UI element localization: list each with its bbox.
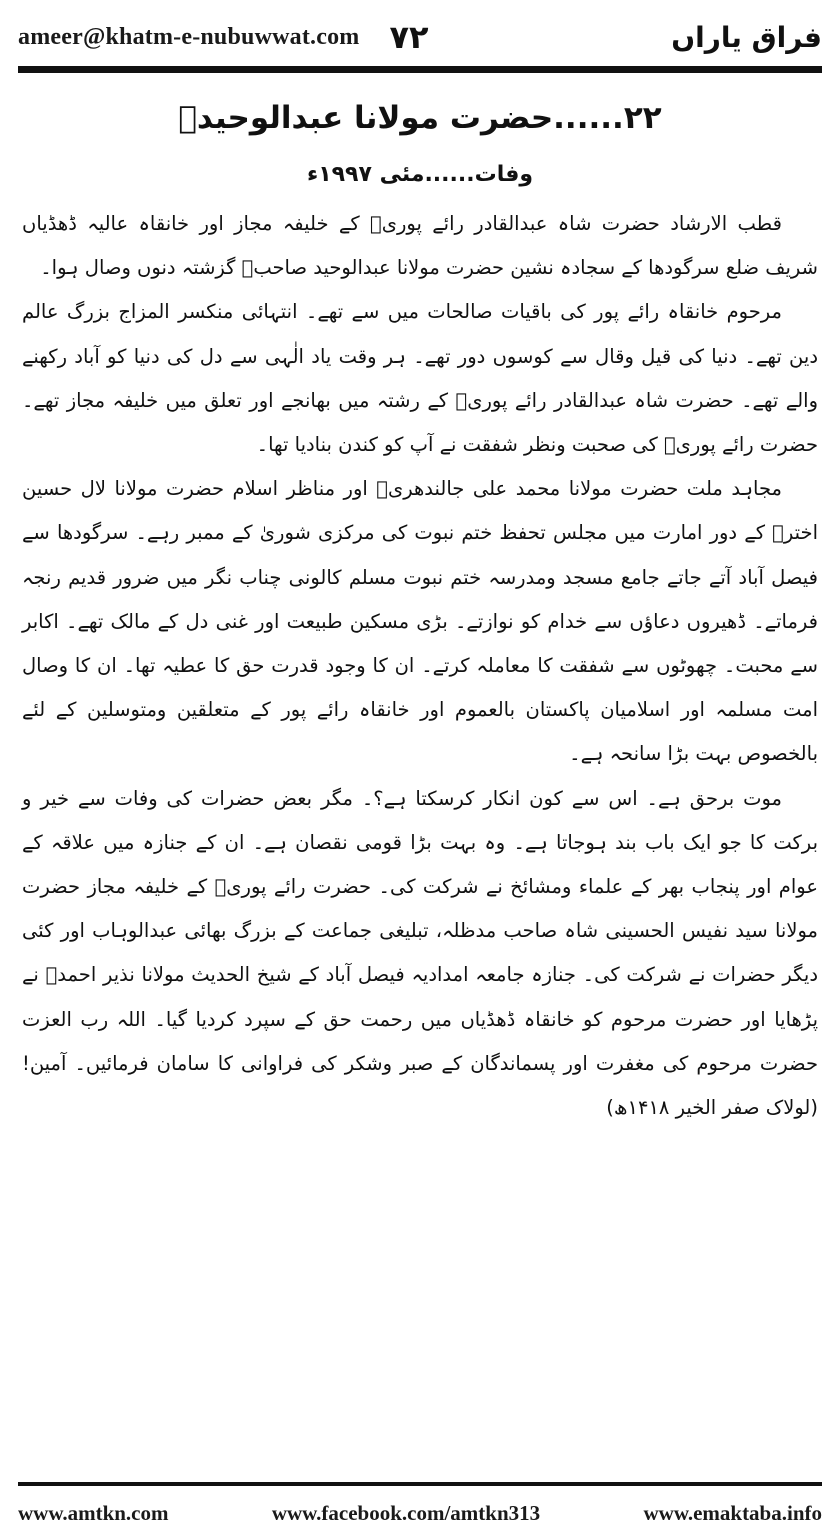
header-left-group — [18, 18, 429, 56]
death-date: وفات......مئی ۱۹۹۷ء — [306, 162, 534, 187]
paragraph-4: موت برحق ہے۔ اس سے کون انکار کرسکتا ہے؟۔ مگر بعض حضرات کی وفات سے خیر و برکت کا جو ایک باب بند ہوجاتا ہے۔ وہ بہت بڑا قومی نقصان ہے۔ ان کے جنازہ میں علاقہ کے عوام اور پنجاب بھر کے علماء ومشائخ نے شرکت کی۔ حضرت رائے پوریؒ کے خلیفہ مجاز حضرت مولانا سید نفیس الحسینی شاہ صاحب مدظلہ، تبلیغی جماعت کے بزرگ بھائی عبدالوہاب اور کئی دیگر حضرات نے شرکت کی۔ جنازہ جامعہ امدادیہ فیصل آباد کے شیخ الحدیث مولانا نذیر احمدؒ نے پڑھایا اور حضرت مرحوم کو خانقاہ ڈھڈیاں میں رحمت حق کے سپرد کردیا گیا۔ اللہ رب العزت حضرت مرحوم کی مغفرت اور پسماندگان کے صبر وشکر کی فراوانی کا سامان فرمائیں۔ آمین! (لولاک صفر الخیر ۱۴۱۸ھ) — [22, 786, 818, 1120]
paragraph-1: قطب الارشاد حضرت شاہ عبدالقادر رائے پوریؒ کے خلیفہ مجاز اور خانقاہ عالیہ ڈھڈیاں شریف ضلع سرگودھا کے سجادہ نشین حضرت مولانا عبدالوحید صاحبؒ گزشتہ دنوں وصال ہوا۔ — [22, 212, 818, 280]
header-email: ameer@khatm-e-nubuwwat.com — [18, 23, 360, 50]
footer-link-amtkn[interactable]: www.amtkn.com — [18, 1500, 169, 1525]
page-footer — [18, 1496, 822, 1530]
chapter-title: ۲۲......حضرت مولانا عبدالوحیدؒ — [178, 100, 662, 136]
footer-link-facebook[interactable]: www.facebook.com/amtkn313 — [271, 1500, 541, 1525]
book-title: فراق یاراں — [671, 20, 822, 54]
paragraph-3: مجاہد ملت حضرت مولانا محمد علی جالندھریؒ اور مناظر اسلام حضرت مولانا لال حسین اخترؒ کے دور امارت میں مجلس تحفظ ختم نبوت کی مرکزی شوریٰ کے ممبر رہے۔ سرگودھا سے فیصل آباد آتے جاتے جامع مسجد ومدرسہ ختم نبوت مسلم کالونی چناب نگر میں ضرور قدیم رنجہ فرماتے۔ ڈھیروں دعاؤں سے خدام کو نوازتے۔ بڑی مسکین طبیعت اور غنی دل کے مالک تھے۔ اکابر سے محبت۔ چھوٹوں سے شفقت کا معاملہ کرتے۔ ان کا وجود قدرت حق کا عطیہ تھا۔ ان کا وصال امت مسلمہ اور اسلامیان پاکستان بالعموم اور خانقاہ رائے پور کے متعلقین ومتوسلین کے لئے بالخصوص بہت بڑا سانحہ ہے۔ — [22, 477, 818, 766]
footer-divider — [18, 1482, 822, 1486]
article-body — [22, 202, 818, 1130]
paragraph-2: مرحوم خانقاہ رائے پور کی باقیات صالحات میں سے تھے۔ انتہائی منکسر المزاج بزرگ عالم دین تھے۔ دنیا کی قیل وقال سے کوسوں دور تھے۔ ہر وقت یاد الٰہی سے دل کی دنیا کو آباد رکھنے والے تھے۔ حضرت شاہ عبدالقادر رائے پوریؒ کے رشتہ میں بھانجے اور تعلق میں خلیفہ مجاز تھے۔ حضرت رائے پوریؒ کی صحبت ونظر شفقت نے آپ کو کندن بنادیا تھا۔ — [22, 300, 818, 457]
header-divider — [18, 66, 822, 73]
page-number: ۷۲ — [389, 18, 429, 56]
page-header — [18, 12, 822, 62]
footer-link-emaktaba[interactable]: www.emaktaba.info — [643, 1500, 822, 1525]
